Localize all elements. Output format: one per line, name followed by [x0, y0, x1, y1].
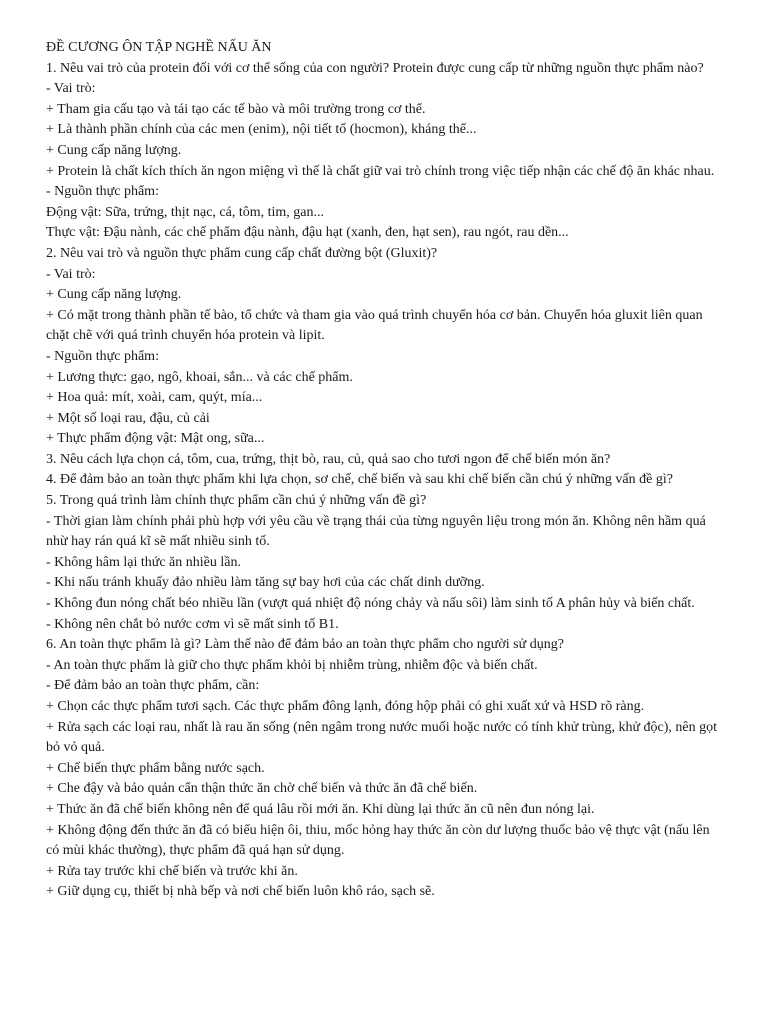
- paragraph: 2. Nêu vai trò và nguồn thực phẩm cung cấp chất đường bột (Gluxit)?: [46, 245, 438, 261]
- paragraph: 3. Nêu cách lựa chọn cá, tôm, cua, trứng, thịt bò, rau, củ, quả sao cho tươi ngon để chế biến món ăn?: [46, 451, 611, 467]
- paragraph: + Cung cấp năng lượng.: [46, 142, 182, 158]
- paragraph: - Nguồn thực phẩm:: [46, 348, 159, 364]
- paragraph: + Chế biến thực phẩm bằng nước sạch.: [46, 760, 265, 776]
- paragraph: 1. Nêu vai trò của protein đối với cơ thể sống của con người? Protein được cung cấp từ những nguồn thực phẩm nào?: [46, 60, 704, 76]
- paragraph: + Giữ dụng cụ, thiết bị nhà bếp và nơi chế biến luôn khô ráo, sạch sẽ.: [46, 884, 435, 900]
- paragraph: + Protein là chất kích thích ăn ngon miệng vì thế là chất giữ vai trò chính trong việc tiếp nhận các chế độ ăn khác nhau.: [46, 163, 715, 179]
- paragraph: + Lương thực: gạo, ngô, khoai, sắn... và các chế phẩm.: [46, 369, 353, 385]
- paragraph: - An toàn thực phẩm là giữ cho thực phẩm khỏi bị nhiễm trùng, nhiễm độc và biến chất.: [46, 657, 538, 673]
- paragraph: + Rửa tay trước khi chế biến và trước khi ăn.: [46, 863, 298, 879]
- paragraph: - Không hâm lại thức ăn nhiều lần.: [46, 554, 241, 570]
- paragraph: + Không động đến thức ăn đã có biểu hiện ôi, thiu, mốc hỏng hay thức ăn còn dư lượng thuốc bảo vệ thực vật (nấu lên có mùi khác thường), thực phẩm đã quá hạn sử dụng.: [46, 822, 710, 859]
- paragraph: - Thời gian làm chính phải phù hợp với yêu cầu về trạng thái của từng nguyên liệu trong món ăn. Không nên hầm quá nhừ hay rán quá kĩ sẽ mất nhiều sinh tố.: [46, 513, 706, 550]
- document-page: [46, 38, 726, 903]
- paragraph: + Cung cấp năng lượng.: [46, 287, 182, 303]
- paragraph: 6. An toàn thực phẩm là gì? Làm thế nào để đảm bảo an toàn thực phẩm cho người sử dụng?: [46, 637, 564, 653]
- document-title: ĐỀ CƯƠNG ÔN TẬP NGHỀ NẤU ĂN: [46, 40, 272, 55]
- paragraph: 5. Trong quá trình làm chính thực phẩm cần chú ý những vấn đề gì?: [46, 493, 427, 509]
- paragraph: - Để đảm bảo an toàn thực phẩm, cần:: [46, 678, 260, 694]
- document-body: [46, 59, 726, 903]
- paragraph: + Rửa sạch các loại rau, nhất là rau ăn sống (nên ngâm trong nước muối hoặc nước có tính khử trùng, khử độc), nên gọt bỏ vỏ quả.: [46, 719, 718, 756]
- paragraph: - Nguồn thực phẩm:: [46, 184, 159, 200]
- paragraph: 4. Để đảm bảo an toàn thực phẩm khi lựa chọn, sơ chế, chế biến và sau khi chế biến cần chú ý những vấn đề gì?: [46, 472, 673, 488]
- paragraph: + Có mặt trong thành phần tế bào, tổ chức và tham gia vào quá trình chuyển hóa cơ bản. Chuyển hóa gluxit liên quan chặt chẽ với quá trình chuyển hóa protein và lipit.: [46, 307, 703, 344]
- paragraph: + Một số loại rau, đậu, củ cải: [46, 410, 210, 426]
- paragraph: - Vai trò:: [46, 266, 96, 282]
- paragraph: + Hoa quả: mít, xoài, cam, quýt, mía...: [46, 390, 263, 406]
- paragraph: + Che đậy và bảo quản cẩn thận thức ăn chờ chế biến và thức ăn đã chế biến.: [46, 781, 478, 797]
- paragraph: + Tham gia cấu tạo và tái tạo các tế bào và môi trường trong cơ thể.: [46, 101, 426, 117]
- paragraph: - Không nên chắt bỏ nước cơm vì sẽ mất sinh tố B1.: [46, 616, 339, 632]
- paragraph: + Là thành phần chính của các men (enim), nội tiết tố (hocmon), kháng thể...: [46, 122, 477, 138]
- paragraph: - Vai trò:: [46, 81, 96, 97]
- paragraph: Động vật: Sữa, trứng, thịt nạc, cá, tôm, tim, gan...: [46, 204, 325, 220]
- paragraph: + Thực phẩm động vật: Mật ong, sữa...: [46, 431, 265, 447]
- paragraph: + Chọn các thực phẩm tươi sạch. Các thực phẩm đông lạnh, đóng hộp phải có ghi xuất xứ và HSD rõ ràng.: [46, 699, 645, 714]
- paragraph: - Khi nấu tránh khuấy đảo nhiều làm tăng sự bay hơi của các chất dinh dưỡng.: [46, 575, 485, 591]
- paragraph: Thực vật: Đậu nành, các chế phẩm đậu nành, đậu hạt (xanh, đen, hạt sen), rau ngót, rau dền...: [46, 225, 569, 241]
- paragraph: + Thức ăn đã chế biến không nên để quá lâu rồi mới ăn. Khi dùng lại thức ăn cũ nên đun nóng lại.: [46, 801, 595, 817]
- paragraph: - Không đun nóng chất béo nhiều lần (vượt quá nhiệt độ nóng chảy và nấu sôi) làm sinh tố A phân hủy và biến chất.: [46, 596, 695, 612]
